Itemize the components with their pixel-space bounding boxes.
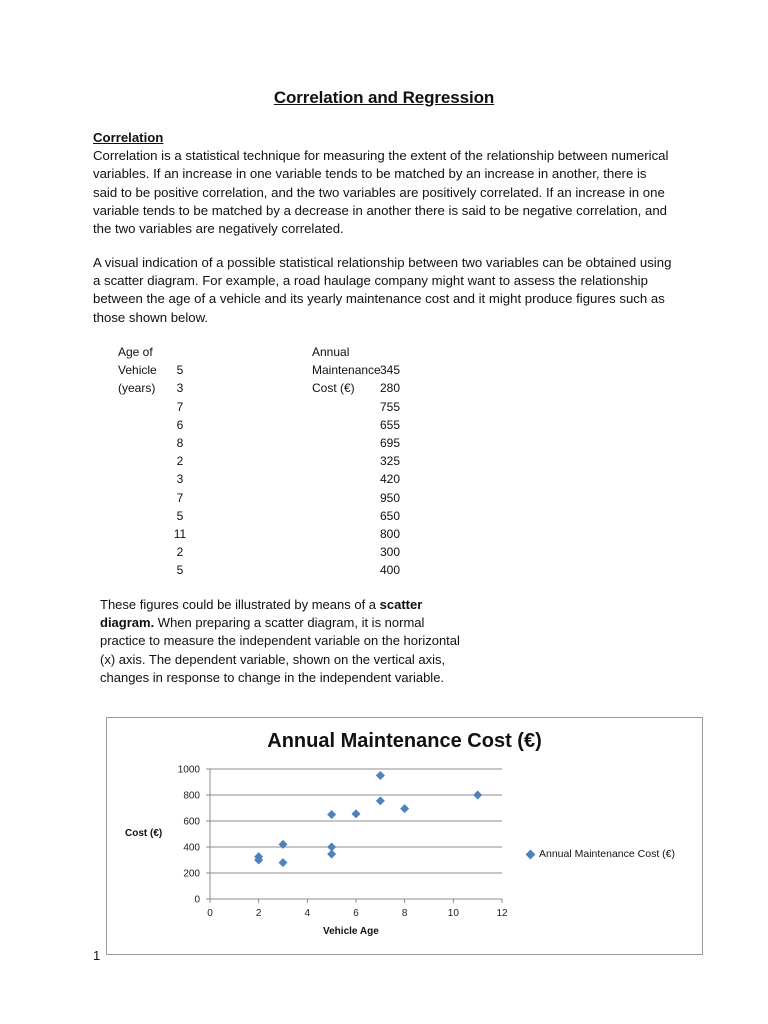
data-point <box>279 840 288 849</box>
data-point <box>327 843 336 852</box>
correlation-section <box>93 129 673 238</box>
table-cell: 2 <box>176 454 184 469</box>
table-cell: 650 <box>379 508 401 523</box>
table-cell: 300 <box>379 545 401 560</box>
y-tick-label: 1000 <box>177 764 200 776</box>
table-cell: 3 <box>176 472 184 487</box>
data-point <box>473 791 482 800</box>
table-cell: 5 <box>176 563 184 578</box>
data-point <box>376 771 385 780</box>
document-title: Correlation and Regression <box>273 88 495 107</box>
y-tick-label: 200 <box>183 868 200 880</box>
bold-term: scatter diagram. <box>100 597 423 631</box>
table-cell: 325 <box>379 454 401 469</box>
table-cell: 7 <box>176 399 184 414</box>
chart-y-axis-label: Cost (€) <box>125 828 163 839</box>
table-cell: 345 <box>379 363 401 378</box>
table-cell: 7 <box>176 490 184 505</box>
y-tick-label: 800 <box>183 790 200 802</box>
table-cell: 655 <box>379 417 401 432</box>
legend-label: Annual Maintenance Cost (€) <box>539 848 675 860</box>
paragraph-scatter-explanation <box>100 596 470 687</box>
table-cell: 11 <box>173 526 187 541</box>
chart-legend <box>527 848 675 860</box>
data-point <box>400 804 409 813</box>
x-tick-label: 2 <box>255 908 262 919</box>
paragraph-correlation-definition: Correlation is a statistical technique for measuring the extent of the relationship between numerical variables. If an increase in one variable tends to be matched by an increase in another, there is said to be positive correlation, and the two variables are positively correlated. If an increase in one variable tends to be matched by a decrease in another there is said to be negative correlation, and the two variables are negatively correlated. <box>93 148 669 237</box>
table-cell: 280 <box>379 381 401 396</box>
x-tick-label: 4 <box>304 908 311 919</box>
data-point <box>279 858 288 867</box>
table-cell: 3 <box>176 381 184 396</box>
text-run: These figures could be illustrated by means of a <box>100 597 380 612</box>
table-cell: 5 <box>176 363 184 378</box>
table-cell: 400 <box>379 563 401 578</box>
text-run: When preparing a scatter diagram, it is normal practice to measure the independent variable on the horizontal (x) axis. The dependent variable, shown on the vertical axis, changes in response to change in the independent variable. <box>100 615 460 685</box>
y-tick-label: 600 <box>183 816 200 828</box>
x-tick-label: 0 <box>207 908 213 919</box>
data-point <box>376 796 385 805</box>
y-tick-label: 400 <box>183 842 200 854</box>
column-header: Annual Maintenance Cost (€) <box>312 345 381 396</box>
x-tick-label: 6 <box>353 908 359 919</box>
x-tick-label: 10 <box>447 908 459 919</box>
table-cell: 2 <box>176 545 184 560</box>
table-cell: 6 <box>176 417 184 432</box>
table-cell: 420 <box>379 472 401 487</box>
paragraph-scatter-intro: A visual indication of a possible statistical relationship between two variables can be obtained using a scatter diagram. For example, a road haulage company might want to assess the relationship between the age of a vehicle and its yearly maintenance cost and it might produce figures such as those shown below. <box>93 255 672 325</box>
table-cell: 800 <box>379 526 401 541</box>
scatter-chart <box>106 717 703 955</box>
table-cell: 950 <box>379 490 401 505</box>
table-cell: 755 <box>379 399 401 414</box>
table-cell: 8 <box>176 435 184 450</box>
table-cell: 695 <box>379 435 401 450</box>
y-tick-label: 0 <box>194 894 200 906</box>
data-point <box>352 809 361 818</box>
chart-title: Annual Maintenance Cost (€) <box>267 730 542 752</box>
x-tick-label: 12 <box>496 908 508 919</box>
data-point <box>327 810 336 819</box>
page-number: 1 <box>93 948 101 963</box>
diamond-marker-icon <box>526 849 536 859</box>
chart-plot-area <box>107 718 704 956</box>
x-tick-label: 8 <box>401 908 408 919</box>
section-heading: Correlation <box>93 130 164 145</box>
table-cell: 5 <box>176 508 184 523</box>
column-header: Age of Vehicle (years) <box>118 345 157 396</box>
chart-x-axis-label: Vehicle Age <box>323 926 379 937</box>
